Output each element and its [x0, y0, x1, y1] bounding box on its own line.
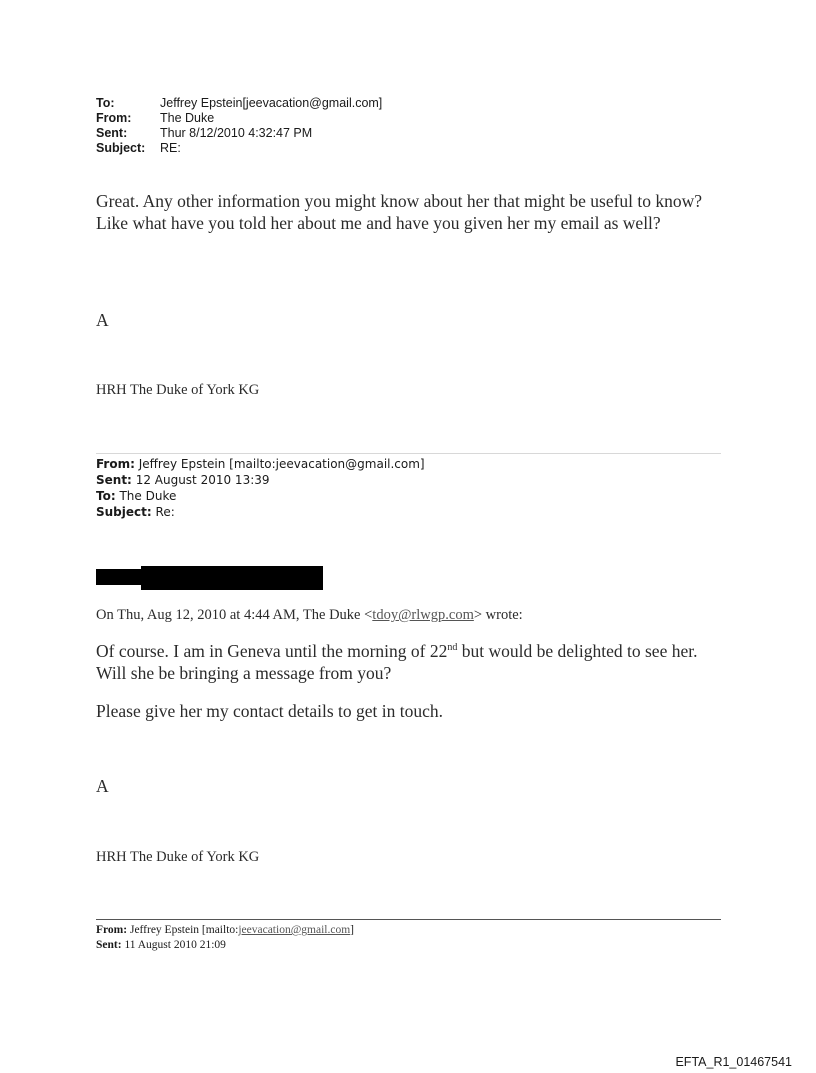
quoted1-from-row — [96, 456, 425, 472]
quoted2-para1-sup: nd — [447, 642, 458, 654]
redaction-bar — [141, 566, 323, 590]
quoted3-from-row — [96, 923, 354, 937]
header-subject-row — [96, 141, 181, 156]
quoted3-sent-value: 11 August 2010 21:09 — [124, 939, 226, 951]
from-label: From: — [96, 111, 132, 125]
quoted1-subject-value: Re: — [155, 505, 175, 519]
quoted2-paragraph-2: Please give her my contact details to get in touch. — [96, 701, 443, 721]
quoted1-subject-label: Subject: — [96, 505, 152, 519]
reply-signature: HRH The Duke of York KG — [96, 382, 260, 398]
header-from-row — [96, 111, 214, 126]
quoted2-para1-start: Of course. I am in Geneva until the morning of 22 — [96, 641, 448, 661]
quoted1-sent-row — [96, 472, 270, 488]
to-label: To: — [96, 96, 115, 110]
to-value: Jeffrey Epstein[jeevacation@gmail.com] — [160, 96, 383, 110]
quoted3-sent-row — [96, 938, 226, 952]
quoted2-intro-suffix: > wrote: — [473, 607, 523, 623]
quoted2-para1-end: but would be delighted to see her. Will she be bringing a message from you? — [96, 641, 698, 683]
divider-light — [96, 453, 721, 454]
quoted3-from-label: From: — [96, 924, 128, 936]
quoted3-email-link[interactable]: jeevacation@gmail.com — [238, 924, 351, 936]
quoted3-from-prefix: Jeffrey Epstein [mailto: — [129, 924, 239, 936]
reply-body: Great. Any other information you might know about her that might be useful to know? Like what have you told her about me and have you given her my email as well? — [96, 191, 703, 233]
quoted1-from-label: From: — [96, 457, 135, 471]
quoted2-signature: HRH The Duke of York KG — [96, 849, 260, 865]
quoted1-from-value: Jeffrey Epstein [mailto:jeevacation@gmail.com] — [138, 457, 425, 471]
quoted1-to-row — [96, 488, 176, 504]
quoted2-email-link[interactable]: tdoy@rlwgp.com — [372, 607, 474, 623]
quoted2-intro-prefix: On Thu, Aug 12, 2010 at 4:44 AM, The Duke < — [96, 607, 373, 623]
quoted1-subject-row — [96, 504, 175, 520]
quoted1-to-label: To: — [96, 489, 116, 503]
quoted3-from-suffix: ] — [350, 924, 354, 936]
reply-initial: A — [96, 310, 109, 330]
header-to-row — [96, 96, 382, 111]
divider-dark — [96, 919, 721, 920]
redaction-bar — [96, 569, 144, 585]
sent-label: Sent: — [96, 126, 128, 140]
quoted3-sent-label: Sent: — [96, 939, 122, 951]
quoted2-initial: A — [96, 776, 109, 796]
subject-value: RE: — [160, 141, 181, 155]
quoted1-to-value: The Duke — [119, 489, 177, 503]
sent-value: Thur 8/12/2010 4:32:47 PM — [160, 126, 313, 140]
quoted2-intro — [96, 606, 523, 624]
document-id: EFTA_R1_01467541 — [675, 1055, 792, 1069]
quoted1-sent-value: 12 August 2010 13:39 — [135, 473, 270, 487]
header-sent-row — [96, 126, 312, 141]
quoted2-paragraph-1 — [96, 640, 716, 684]
from-value: The Duke — [160, 111, 215, 125]
subject-label: Subject: — [96, 141, 146, 155]
quoted1-sent-label: Sent: — [96, 473, 132, 487]
